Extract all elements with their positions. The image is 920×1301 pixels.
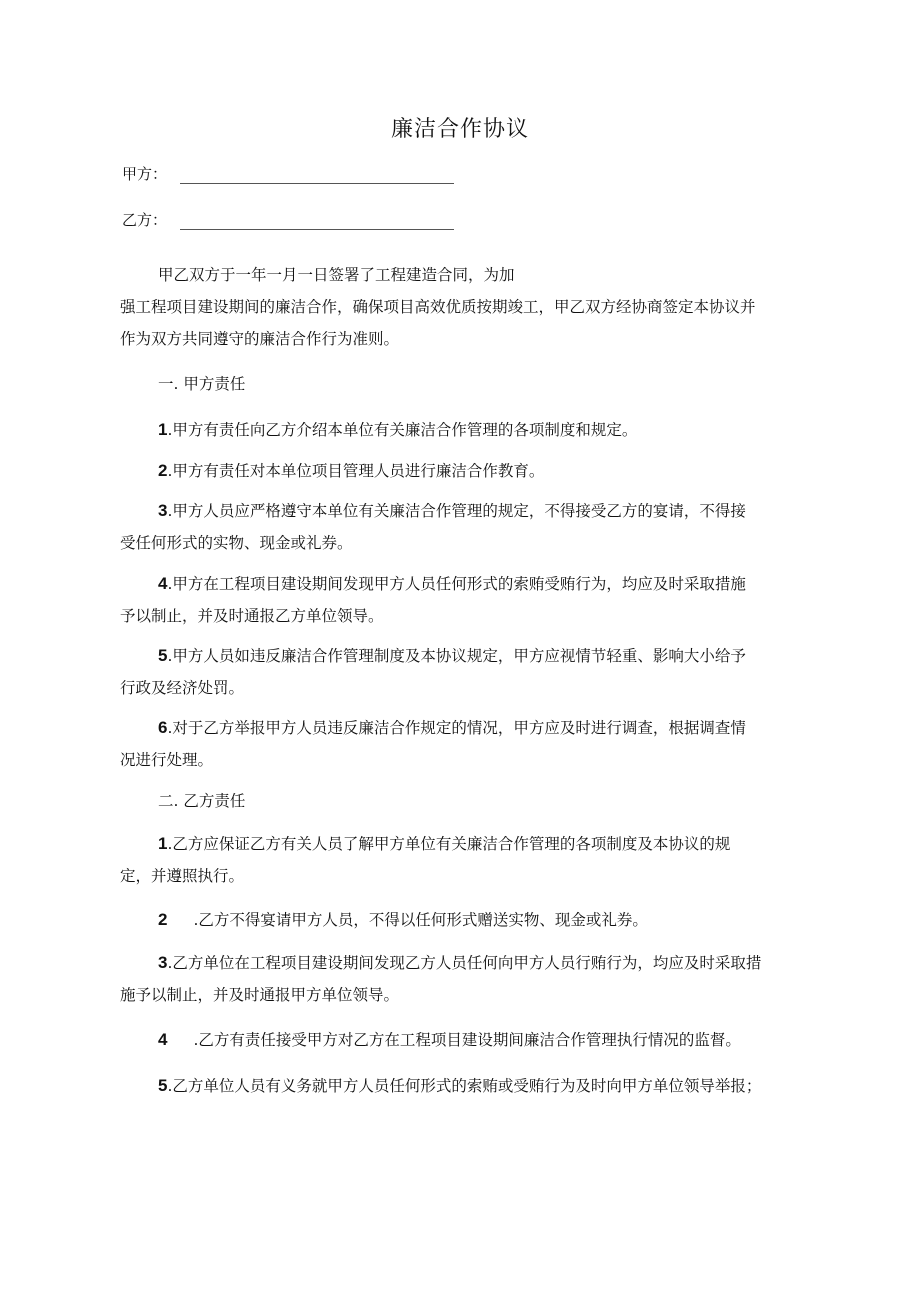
clause — [120, 1027, 830, 1053]
section-heading: 一. 甲方责任 — [158, 375, 246, 393]
clause — [120, 498, 830, 556]
intro-line: 作为双方共同遵守的廉洁合作行为准则。 — [120, 330, 400, 348]
document-title: 廉洁合作协议 — [390, 117, 529, 142]
clause — [120, 1073, 830, 1099]
clause — [120, 417, 830, 443]
intro-line: 强工程项目建设期间的廉洁合作，确保项目高效优质按期竣工，甲乙双方经协商签定本协议并 — [120, 298, 756, 316]
clause-text: 施予以制止，并及时通报甲方单位领导。 — [120, 986, 400, 1004]
clause — [120, 571, 830, 629]
clause — [120, 715, 830, 773]
clause-number: 3 — [158, 501, 168, 520]
clause-number: 4 — [158, 1030, 168, 1049]
clause-number: 1 — [158, 420, 168, 439]
clause-text: 予以制止，并及时通报乙方单位领导。 — [120, 607, 384, 625]
party-b-blank-line — [180, 213, 454, 230]
clause-text: .乙方不得宴请甲方人员，不得以任何形式赠送实物、现金或礼券。 — [193, 911, 648, 929]
clause-number: 4 — [158, 574, 168, 593]
clause-text: .乙方应保证乙方有关人员了解甲方单位有关廉洁合作管理的各项制度及本协议的规 — [167, 835, 731, 853]
clause — [120, 907, 830, 933]
clause — [120, 950, 830, 1008]
clause-text: .乙方有责任接受甲方对乙方在工程项目建设期间廉洁合作管理执行情况的监督。 — [193, 1031, 741, 1049]
party-b-field — [122, 209, 454, 230]
party-a-label: 甲方： — [122, 165, 168, 183]
intro-line: 甲乙双方于一年一月一日签署了工程建造合同，为加 — [158, 266, 515, 284]
clause-text: .乙方单位人员有义务就甲方人员任何形式的索贿或受贿行为及时向甲方单位领导举报； — [167, 1077, 762, 1095]
clause — [120, 831, 830, 889]
clause-text: 定，并遵照执行。 — [120, 867, 245, 885]
clause-text: .甲方有责任对本单位项目管理人员进行廉洁合作教育。 — [167, 462, 545, 480]
clause-text: .甲方人员如违反廉洁合作管理制度及本协议规定，甲方应视情节轻重、影响大小给予 — [167, 647, 746, 665]
clause-text: 况进行处理。 — [120, 751, 214, 769]
party-b-label: 乙方： — [122, 211, 168, 229]
clause-text: 行政及经济处罚。 — [120, 679, 245, 697]
clause-text: 受任何形式的实物、现金或礼券。 — [120, 534, 353, 552]
party-a-blank-line — [180, 167, 454, 184]
intro-paragraph — [120, 262, 830, 352]
clause-text: .甲方有责任向乙方介绍本单位有关廉洁合作管理的各项制度和规定。 — [167, 421, 638, 439]
clause-text: .乙方单位在工程项目建设期间发现乙方人员任何向甲方人员行贿行为，均应及时采取措 — [167, 954, 762, 972]
clause-number: 3 — [158, 953, 168, 972]
clause-text: .甲方人员应严格遵守本单位有关廉洁合作管理的规定，不得接受乙方的宴请，不得接 — [167, 502, 746, 520]
party-a-field — [122, 163, 454, 184]
clause — [120, 643, 830, 701]
clause-text: .对于乙方举报甲方人员违反廉洁合作规定的情况，甲方应及时进行调查，根据调查情 — [167, 719, 746, 737]
section-heading: 二. 乙方责任 — [158, 792, 246, 810]
clause-text: .甲方在工程项目建设期间发现甲方人员任何形式的索贿受贿行为，均应及时采取措施 — [167, 575, 746, 593]
clause — [120, 458, 830, 484]
clause-number: 1 — [158, 834, 168, 853]
clause-number: 2 — [158, 461, 168, 480]
clause-number: 5 — [158, 646, 168, 665]
clause-number: 2 — [158, 910, 168, 929]
clause-number: 6 — [158, 718, 168, 737]
clause-number: 5 — [158, 1076, 168, 1095]
